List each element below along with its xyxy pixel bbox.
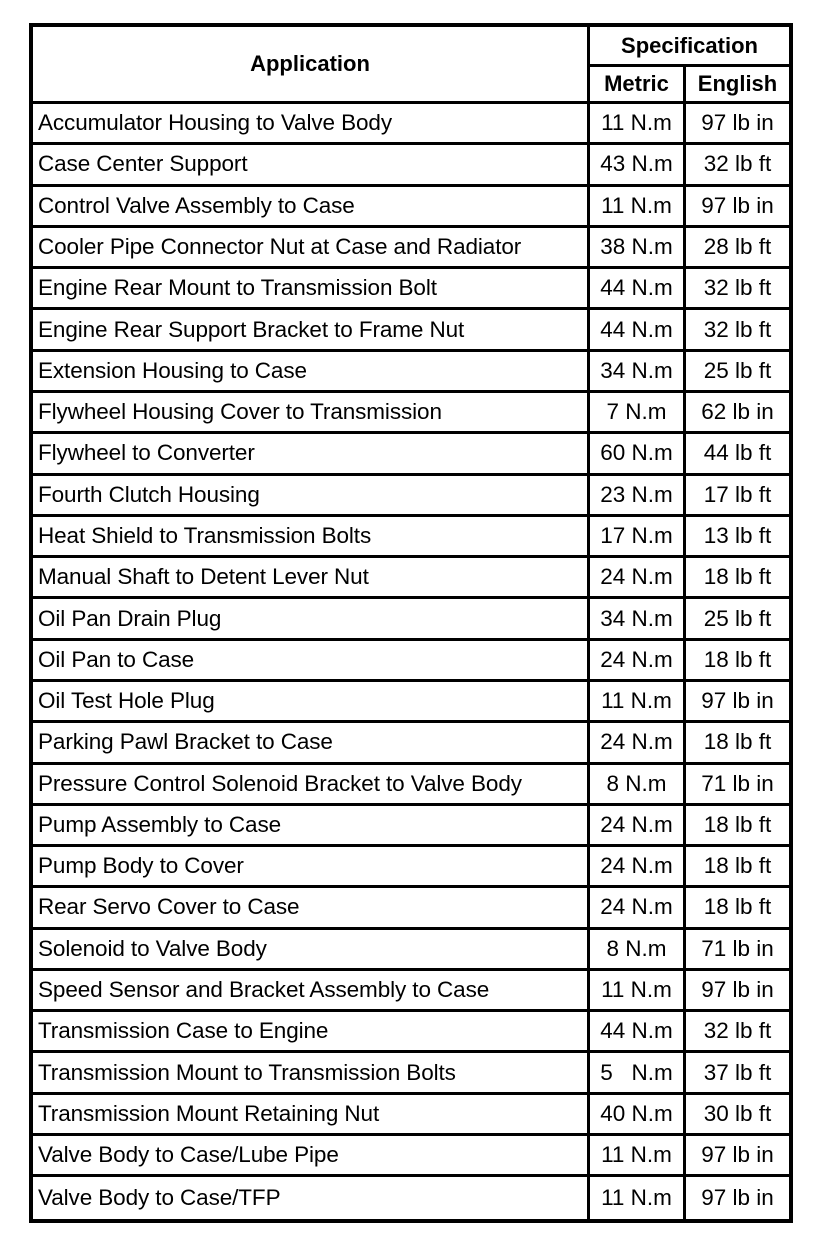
english-cell: 97 lb in [686, 1136, 789, 1177]
metric-cell: 24 N.m [590, 641, 686, 682]
metric-cell: 38 N.m [590, 228, 686, 269]
metric-cell: 11 N.m [590, 1177, 686, 1219]
english-cell: 18 lb ft [686, 888, 789, 929]
metric-cell: 43 N.m [590, 145, 686, 186]
application-cell: Valve Body to Case/Lube Pipe [33, 1136, 590, 1177]
application-cell: Case Center Support [33, 145, 590, 186]
table-row [33, 1012, 789, 1053]
table-row [33, 187, 789, 228]
application-cell: Valve Body to Case/TFP [33, 1177, 590, 1219]
english-cell: 28 lb ft [686, 228, 789, 269]
table-row [33, 310, 789, 351]
table-row [33, 393, 789, 434]
english-cell: 30 lb ft [686, 1095, 789, 1136]
english-cell: 18 lb ft [686, 558, 789, 599]
column-header-english: English [686, 67, 789, 104]
metric-cell: 24 N.m [590, 847, 686, 888]
metric-cell: 23 N.m [590, 476, 686, 517]
table-row [33, 723, 789, 764]
metric-cell: 11 N.m [590, 104, 686, 145]
application-cell: Manual Shaft to Detent Lever Nut [33, 558, 590, 599]
application-cell: Flywheel to Converter [33, 434, 590, 475]
application-cell: Oil Pan Drain Plug [33, 599, 590, 640]
english-cell: 62 lb in [686, 393, 789, 434]
application-cell: Rear Servo Cover to Case [33, 888, 590, 929]
metric-cell: 40 N.m [590, 1095, 686, 1136]
english-cell: 32 lb ft [686, 145, 789, 186]
metric-cell: 44 N.m [590, 310, 686, 351]
metric-cell: 11 N.m [590, 1136, 686, 1177]
application-cell: Transmission Case to Engine [33, 1012, 590, 1053]
english-cell: 97 lb in [686, 187, 789, 228]
metric-cell: 44 N.m [590, 1012, 686, 1053]
table-row [33, 476, 789, 517]
application-cell: Oil Pan to Case [33, 641, 590, 682]
table-row [33, 765, 789, 806]
application-cell: Control Valve Assembly to Case [33, 187, 590, 228]
english-cell: 25 lb ft [686, 599, 789, 640]
english-cell: 44 lb ft [686, 434, 789, 475]
table-row [33, 599, 789, 640]
english-cell: 97 lb in [686, 104, 789, 145]
application-cell: Pump Assembly to Case [33, 806, 590, 847]
english-cell: 18 lb ft [686, 641, 789, 682]
table-header [33, 27, 789, 104]
table-row [33, 269, 789, 310]
application-cell: Speed Sensor and Bracket Assembly to Case [33, 971, 590, 1012]
application-cell: Extension Housing to Case [33, 352, 590, 393]
torque-specifications-table [29, 23, 793, 1223]
table-row [33, 104, 789, 145]
column-header-metric: Metric [590, 67, 686, 104]
column-header-specification: Specification [590, 27, 789, 67]
english-cell: 71 lb in [686, 930, 789, 971]
application-cell: Parking Pawl Bracket to Case [33, 723, 590, 764]
english-cell: 32 lb ft [686, 269, 789, 310]
metric-cell: 5 N.m [590, 1053, 686, 1094]
metric-cell: 34 N.m [590, 352, 686, 393]
table-row [33, 930, 789, 971]
application-cell: Fourth Clutch Housing [33, 476, 590, 517]
table-row [33, 1177, 789, 1219]
application-cell: Pressure Control Solenoid Bracket to Valve Body [33, 765, 590, 806]
english-cell: 25 lb ft [686, 352, 789, 393]
table-body [33, 104, 789, 1219]
table-row [33, 806, 789, 847]
table-row [33, 971, 789, 1012]
application-cell: Transmission Mount to Transmission Bolts [33, 1053, 590, 1094]
application-cell: Pump Body to Cover [33, 847, 590, 888]
metric-cell: 8 N.m [590, 765, 686, 806]
metric-cell: 34 N.m [590, 599, 686, 640]
table-row [33, 1095, 789, 1136]
table-row [33, 888, 789, 929]
metric-cell: 7 N.m [590, 393, 686, 434]
table-row [33, 517, 789, 558]
table-row [33, 352, 789, 393]
application-cell: Engine Rear Mount to Transmission Bolt [33, 269, 590, 310]
english-cell: 97 lb in [686, 1177, 789, 1219]
english-cell: 97 lb in [686, 682, 789, 723]
table-row [33, 1053, 789, 1094]
metric-cell: 8 N.m [590, 930, 686, 971]
metric-cell: 11 N.m [590, 682, 686, 723]
english-cell: 37 lb ft [686, 1053, 789, 1094]
metric-cell: 44 N.m [590, 269, 686, 310]
table-row [33, 641, 789, 682]
metric-cell: 11 N.m [590, 187, 686, 228]
metric-cell: 24 N.m [590, 723, 686, 764]
header-row [33, 27, 789, 67]
application-cell: Solenoid to Valve Body [33, 930, 590, 971]
english-cell: 71 lb in [686, 765, 789, 806]
application-cell: Oil Test Hole Plug [33, 682, 590, 723]
metric-cell: 24 N.m [590, 888, 686, 929]
english-cell: 17 lb ft [686, 476, 789, 517]
application-cell: Cooler Pipe Connector Nut at Case and Radiator [33, 228, 590, 269]
english-cell: 18 lb ft [686, 723, 789, 764]
metric-cell: 60 N.m [590, 434, 686, 475]
table-row [33, 145, 789, 186]
metric-cell: 17 N.m [590, 517, 686, 558]
table-row [33, 1136, 789, 1177]
application-cell: Engine Rear Support Bracket to Frame Nut [33, 310, 590, 351]
english-cell: 97 lb in [686, 971, 789, 1012]
english-cell: 32 lb ft [686, 1012, 789, 1053]
application-cell: Flywheel Housing Cover to Transmission [33, 393, 590, 434]
application-cell: Heat Shield to Transmission Bolts [33, 517, 590, 558]
table-row [33, 228, 789, 269]
metric-cell: 11 N.m [590, 971, 686, 1012]
application-cell: Accumulator Housing to Valve Body [33, 104, 590, 145]
english-cell: 18 lb ft [686, 847, 789, 888]
metric-cell: 24 N.m [590, 806, 686, 847]
table-row [33, 558, 789, 599]
application-cell: Transmission Mount Retaining Nut [33, 1095, 590, 1136]
table-row [33, 434, 789, 475]
english-cell: 18 lb ft [686, 806, 789, 847]
table-row [33, 847, 789, 888]
english-cell: 13 lb ft [686, 517, 789, 558]
metric-cell: 24 N.m [590, 558, 686, 599]
english-cell: 32 lb ft [686, 310, 789, 351]
table-row [33, 682, 789, 723]
column-header-application: Application [33, 27, 590, 104]
